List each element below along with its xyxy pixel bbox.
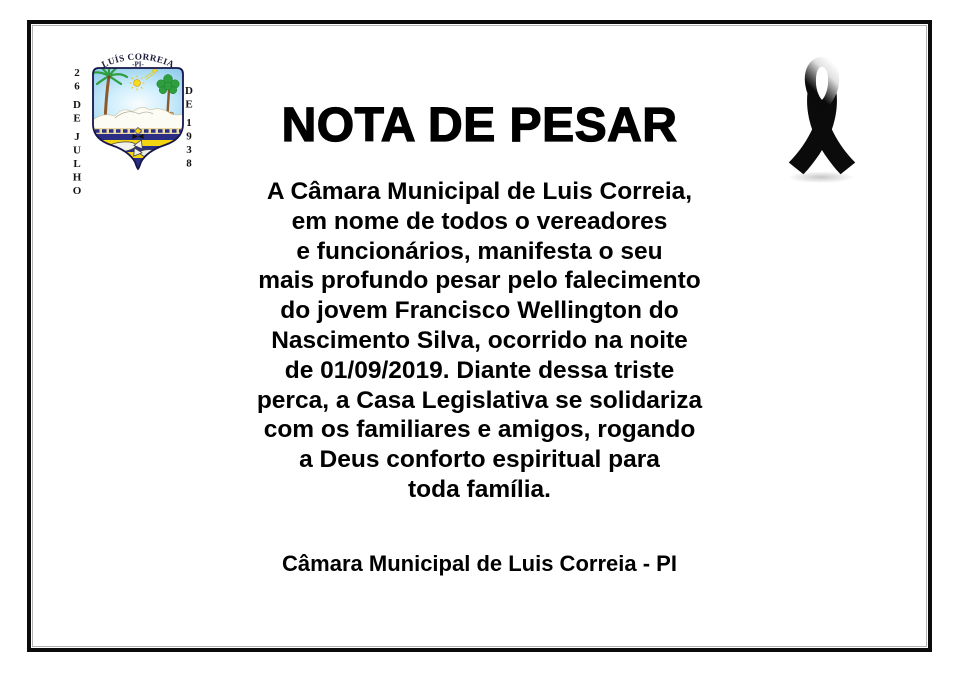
crest-text-1938: 1938: [183, 117, 195, 171]
page-title: NOTA DE PESAR: [281, 99, 678, 152]
body-line: em nome de todos o vereadores: [291, 207, 668, 235]
crest-text-de: DE: [71, 99, 83, 126]
crest-text-julho: JULHO: [71, 131, 83, 199]
body-line: do jovem Francisco Wellington do: [280, 297, 679, 325]
crest-text-de: DE: [183, 85, 195, 112]
body-line: e funcionários, manifesta o seu: [296, 237, 663, 265]
body-line: toda família.: [408, 475, 551, 503]
body-paragraph: [27, 177, 932, 505]
body-line: perca, a Casa Legislativa se solidariza: [256, 386, 703, 414]
body-line: de 01/09/2019. Diante dessa triste: [284, 356, 675, 384]
crest-state-abbr: -PI-: [132, 60, 144, 69]
crest-text-26: 26: [71, 67, 83, 94]
body-line: com os familiares e amigos, rogando: [263, 416, 696, 444]
body-line: mais profundo pesar pelo falecimento: [258, 267, 701, 295]
body-line: A Câmara Municipal de Luis Correia,: [266, 178, 693, 205]
crest-city-name: LUÍS CORREIA: [100, 51, 176, 70]
body-line: a Deus conforto espiritual para: [299, 446, 660, 474]
body-line: Nascimento Silva, ocorrido na noite: [271, 326, 688, 354]
signature-line: Câmara Municipal de Luis Correia - PI: [282, 551, 677, 576]
